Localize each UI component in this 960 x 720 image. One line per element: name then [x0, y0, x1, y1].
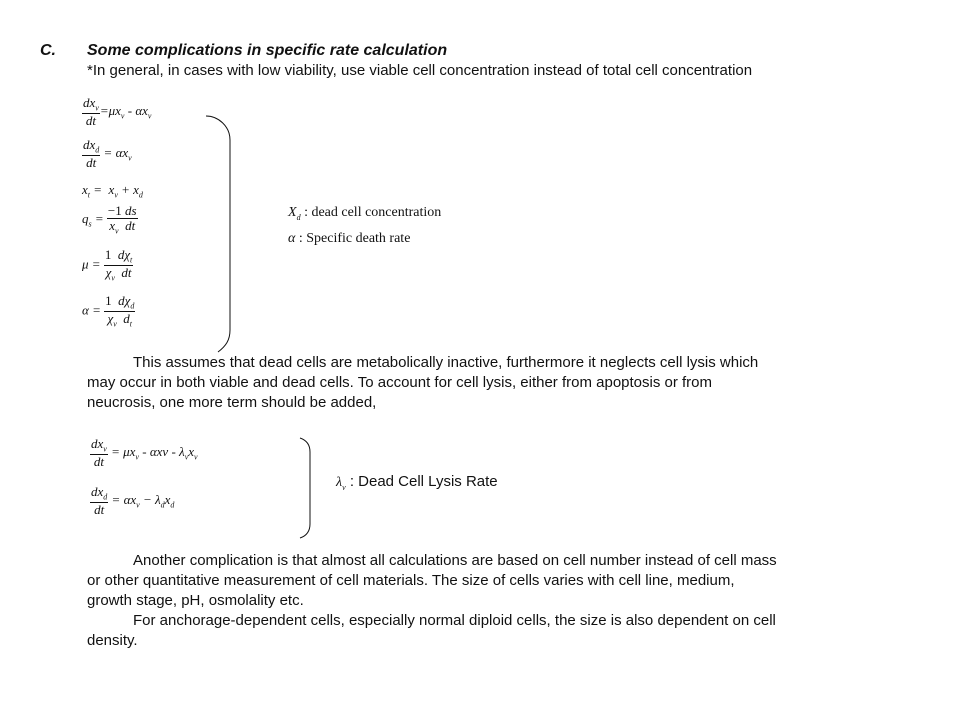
note-specific-death-rate: α : Specific death rate	[288, 231, 411, 246]
note-dead-cell-lysis-rate: $\lambda_v$ : Dead Cell Lysis Rate	[336, 473, 498, 492]
equation-dxd-dt: $\frac{dx_d}{dt}$ = $\alpha x_v$	[83, 137, 132, 170]
intro-note: *In general, in cases with low viability, use viable cell concentration instead of total cell concentration	[87, 62, 753, 79]
para3-line1: For anchorage-dependent cells, especially normal diploid cells, the size is also dependent on cell	[133, 612, 776, 629]
note-dead-cell-concentration: $X_d$ : dead cell concentration	[288, 205, 442, 222]
section-title: Some complications in specific rate calculation	[87, 42, 448, 59]
para1-line1: This assumes that dead cells are metabolically inactive, furthermore it neglects cell lysis which	[133, 354, 759, 371]
para2-line1: Another complication is that almost all calculations are based on cell number instead of cell mass	[133, 552, 777, 569]
right-brace-1	[200, 108, 240, 358]
para1-line2: may occur in both viable and dead cells. To account for cell lysis, either from apoptosis or from	[87, 374, 713, 391]
equation-lysis-dxd-dt: $\frac{dx_d}{dt}$ = $\alpha x_v - \lambda_dx_d$	[91, 484, 175, 517]
para1-line3: neucrosis, one more term should be added,	[87, 394, 377, 411]
paragraph-dead-cells	[87, 353, 917, 413]
paragraph-cell-number	[87, 551, 917, 651]
section-heading	[40, 42, 447, 60]
equation-alpha: α = $\frac{1 d\chi_d}{\chi_v d_t}$	[82, 293, 135, 329]
para2-line3: growth stage, pH, osmolality etc.	[87, 592, 304, 609]
equation-xt: $x_t = x_v + x_d$	[82, 182, 143, 200]
equation-lysis-dxv-dt: $\frac{dx_v}{dt}$ = $\mu x_v$ - αxv - $\lambda_vx_v$	[91, 436, 198, 469]
para2-line2: or other quantitative measurement of cell materials. The size of cells varies with cell line, medium,	[87, 572, 735, 589]
section-letter: C.	[40, 42, 56, 59]
equation-mu: μ = $\frac{1 d\chi_t}{\chi_v dt}$	[82, 247, 133, 283]
equation-dxv-dt: $\frac{dx_v}{dt}$ $=\mu x_v - \alpha x_v$	[83, 95, 152, 128]
para3-line2: density.	[87, 632, 138, 649]
right-brace-2	[296, 434, 326, 544]
equation-qs: $q_s$ = $\frac{-1 ds}{x_v dt}$	[82, 203, 137, 236]
